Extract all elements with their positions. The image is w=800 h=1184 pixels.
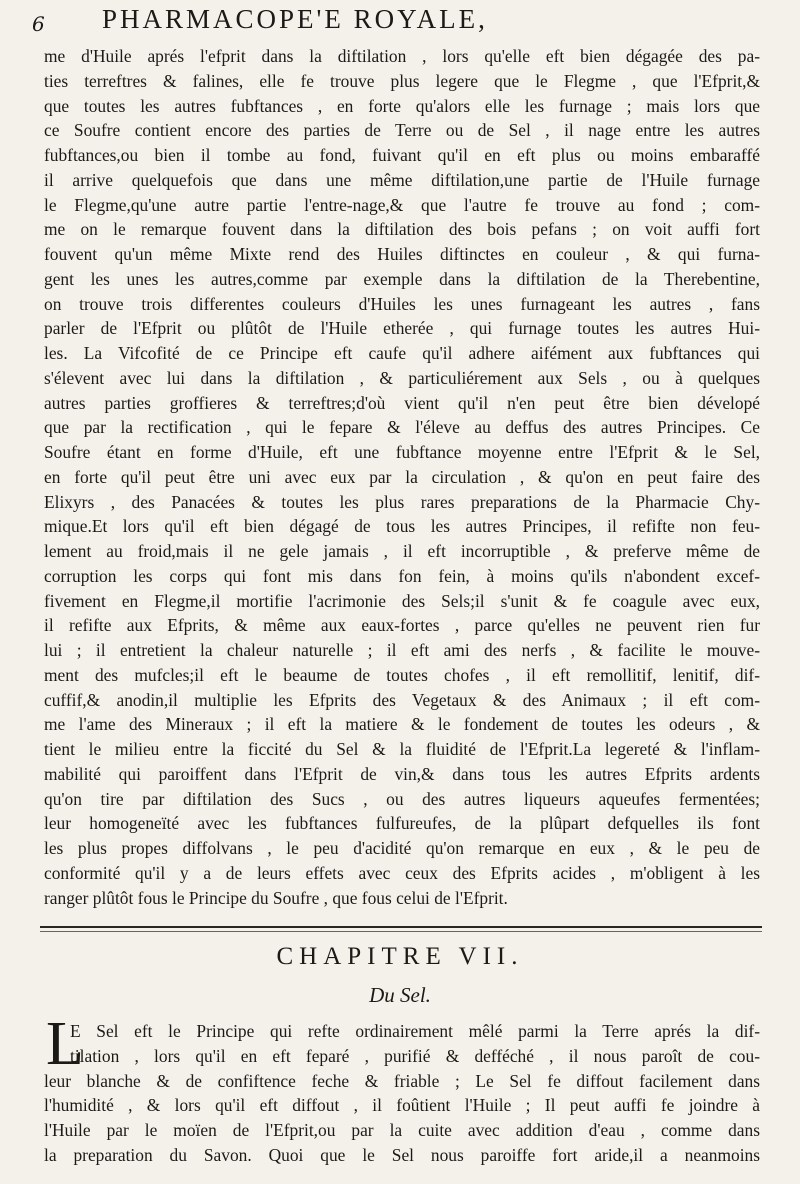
text-line: que toutes les autres fubftances , en forte qu'alors elle les furnage ; mais lors que bbox=[44, 95, 760, 116]
text-line: parler de l'Efprit ou plûtôt de l'Huile etherée , qui furnage toutes les autres Hui- bbox=[44, 318, 760, 339]
text-line: la preparation du Savon. Quoi que le Sel nous paroiffe fort aride,il a neanmoins bbox=[44, 1144, 760, 1165]
chapter-paragraph bbox=[44, 1019, 760, 1168]
text-line: lement au froid,mais il ne gele jamais , il eft incorruptible , & preferve même de bbox=[44, 541, 760, 561]
text-line: que par la rectification , qui le fepare & l'éleve au deffus des autres Principes. Ce bbox=[44, 417, 760, 438]
drop-cap: L bbox=[46, 1010, 84, 1078]
text-line: conformité qu'il y a de leurs effets avec ceux des Efprits acides , m'obligent à les bbox=[44, 862, 760, 883]
text-line: ranger plûtôt fous le Principe du Soufre , que fous celui de l'Efprit. bbox=[44, 887, 508, 908]
text-line: qu'on tire par diftilation des Sucs , ou des autres liqueurs aqueufes fermentées; bbox=[44, 788, 760, 809]
text-line: les plus propes diffolvans , le peu d'acidité qu'on remarque en eux , & le peu de bbox=[44, 838, 760, 858]
running-title: PHARMACOPE'E ROYALE, bbox=[102, 4, 488, 34]
text-line: le Flegme,qu'une autre partie l'entre-nage,& que l'autre fe trouve au fond ; com- bbox=[44, 194, 760, 215]
text-line: ties terreftres & falines, elle fe trouve plus legere que le Flegme , que l'Efprit,& bbox=[44, 70, 760, 91]
text-line: leur homogeneïté avec les fubftances fulfureufes, de la plûpart defquelles ils font bbox=[44, 813, 760, 834]
text-line: les. La Vifcofité de ce Principe eft caufe qu'il adhere aifément aux fubftances qui bbox=[44, 343, 760, 363]
text-line: il arrive quelquefois que dans une même diftilation,une partie de l'Huile furnage bbox=[44, 169, 760, 190]
text-line: s'élevent avec lui dans la diftilation , & particuliérement aux Sels , ou à quelques bbox=[44, 367, 760, 388]
page-header bbox=[32, 4, 652, 38]
text-line: tilation , lors qu'il en eft feparé , purifié & defféché , il nous paroît de cou- bbox=[70, 1045, 760, 1066]
text-line: mique.Et lors qu'il eft bien dégagé de tous les autres Principes, il refifte non feu- bbox=[44, 516, 760, 537]
section-divider bbox=[40, 926, 762, 932]
text-line: l'humidité , & lors qu'il eft diffout , il foûtient l'Huile ; Il peut auffi fe joindre à bbox=[44, 1095, 760, 1116]
text-line: Soufre étant en forme d'Huile, eft une fubftance moyenne entre l'Efprit & le Sel, bbox=[44, 442, 760, 462]
text-line: il refifte aux Efprits, & même aux eaux-fortes , parce qu'elles ne peuvent rien fur bbox=[44, 615, 760, 636]
chapter-heading: CHAPITRE VII. bbox=[276, 943, 524, 970]
text-line: ment des mufcles;il eft le beaume de toutes chofes , il eft remollitif, lenitif, dif- bbox=[44, 664, 760, 685]
text-line: me on le remarque fouvent dans la diftilation des bois pefans ; on voit auffi fort bbox=[44, 219, 760, 240]
text-line: lui ; il entretient la chaleur naturelle ; il eft ami des nerfs , & facilite le mouve- bbox=[44, 640, 760, 660]
text-line: fubftances,ou bien il tombe au fond, fuivant qu'il en eft plus ou moins embaraffé bbox=[44, 145, 760, 165]
main-paragraph bbox=[44, 44, 760, 910]
text-line: me d'Huile aprés l'efprit dans la diftilation , lors qu'elle eft bien dégagée des pa- bbox=[44, 46, 760, 66]
text-line: gent les unes les autres,comme par exemple dans la diftilation de la Therebentine, bbox=[44, 268, 760, 289]
text-line: fouvent qu'un même Mixte rend des Huiles diftinctes en couleur , & qui furna- bbox=[44, 244, 760, 264]
text-line: autres parties groffieres & terreftres;d'où vient qu'il n'en peut être bien dévelopé bbox=[44, 392, 760, 413]
text-line: leur blanche & de confiftence feche & friable ; Le Sel fe diffout facilement dans bbox=[44, 1070, 760, 1091]
chapter-subtitle: Du Sel. bbox=[369, 983, 431, 1007]
text-line: ce Soufre contient encore des parties de Terre ou de Sel , il nage entre les autres bbox=[44, 120, 760, 141]
text-line: me l'ame des Mineraux ; il eft la matiere & le fondement de toutes les odeurs , & bbox=[44, 714, 760, 735]
text-line: fivement en Flegme,il mortifie l'acrimonie des Sels;il s'unit & fe coagule avec eux, bbox=[44, 590, 760, 611]
text-line: mabilité qui paroiffent dans l'Efprit de vin,& dans tous les autres Efprits ardents bbox=[44, 763, 760, 784]
text-line: en forte qu'il peut être uni avec eux par la circulation , & qu'on en peut faire des bbox=[44, 466, 760, 487]
text-line: l'Huile par le moïen de l'Efprit,ou par la cuite avec addition d'eau , comme dans bbox=[44, 1120, 760, 1140]
page-number: 6 bbox=[32, 12, 45, 36]
text-line: tient le milieu entre la ficcité du Sel & la fluidité de l'Efprit.La legereté & l'inflam- bbox=[44, 739, 760, 759]
text-line: cuffif,& anodin,il multiplie les Efprits des Vegetaux & des Animaux ; il eft com- bbox=[44, 689, 760, 710]
text-line: Elixyrs , des Panacées & toutes les plus rares preparations de la Pharmacie Chy- bbox=[44, 491, 760, 512]
text-line: corruption les corps qui font mis dans fon fein, à moins qu'ils n'abondent excef- bbox=[44, 565, 760, 586]
text-line: E Sel eft le Principe qui refte ordinairement mêlé parmi la Terre aprés la dif- bbox=[70, 1021, 760, 1041]
text-line: on trouve trois differentes couleurs d'Huiles les unes furnageant les autres , fans bbox=[44, 293, 760, 314]
